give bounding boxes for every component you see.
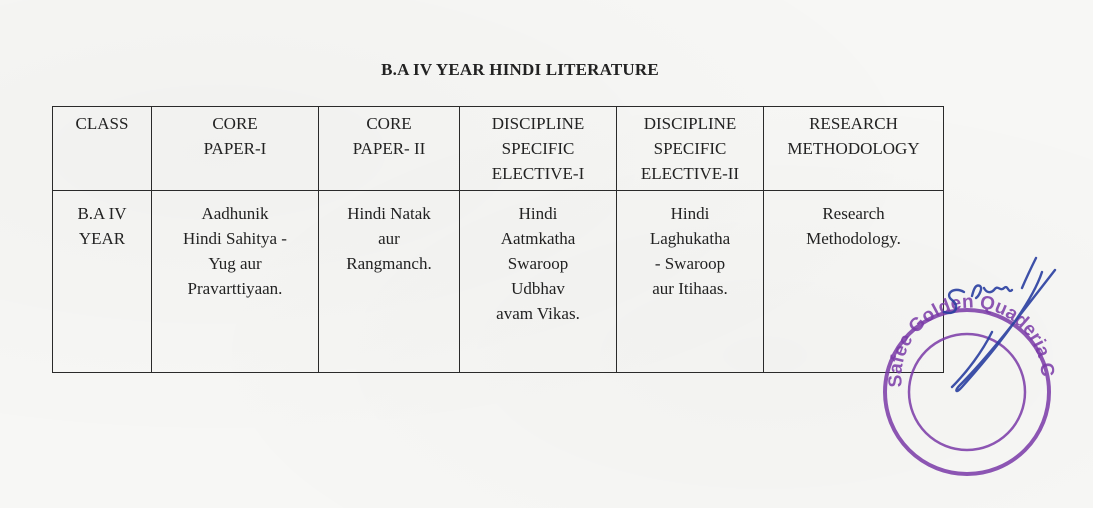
header-dse-1: DISCIPLINE SPECIFIC ELECTIVE-I	[460, 107, 617, 191]
syllabus-table	[52, 106, 944, 373]
cell-dse-1: Hindi Aatmkatha Swaroop Udbhav avam Vikas.	[460, 191, 617, 373]
table-row	[53, 191, 944, 373]
cell-class: B.A IV YEAR	[53, 191, 152, 373]
table-header-row	[53, 107, 944, 191]
college-stamp-signature	[872, 232, 1062, 482]
cell-dse-2: Hindi Laghukatha - Swaroop aur Itihaas.	[617, 191, 764, 373]
cell-core-paper-1: Aadhunik Hindi Sahitya - Yug aur Pravarttiyaan.	[152, 191, 319, 373]
cell-core-paper-2: Hindi Natak aur Rangmanch.	[319, 191, 460, 373]
header-dse-2: DISCIPLINE SPECIFIC ELECTIVE-II	[617, 107, 764, 191]
cell-research-methodology: Research Methodology.	[764, 191, 944, 373]
header-core-paper-2: CORE PAPER- II	[319, 107, 460, 191]
header-research-methodology: RESEARCH METHODOLOGY	[764, 107, 944, 191]
stamp-text: Safee Golden Quaderia C	[885, 291, 1058, 388]
document-title: B.A IV YEAR HINDI LITERATURE	[381, 60, 659, 79]
header-core-paper-1: CORE PAPER-I	[152, 107, 319, 191]
header-class: CLASS	[53, 107, 152, 191]
